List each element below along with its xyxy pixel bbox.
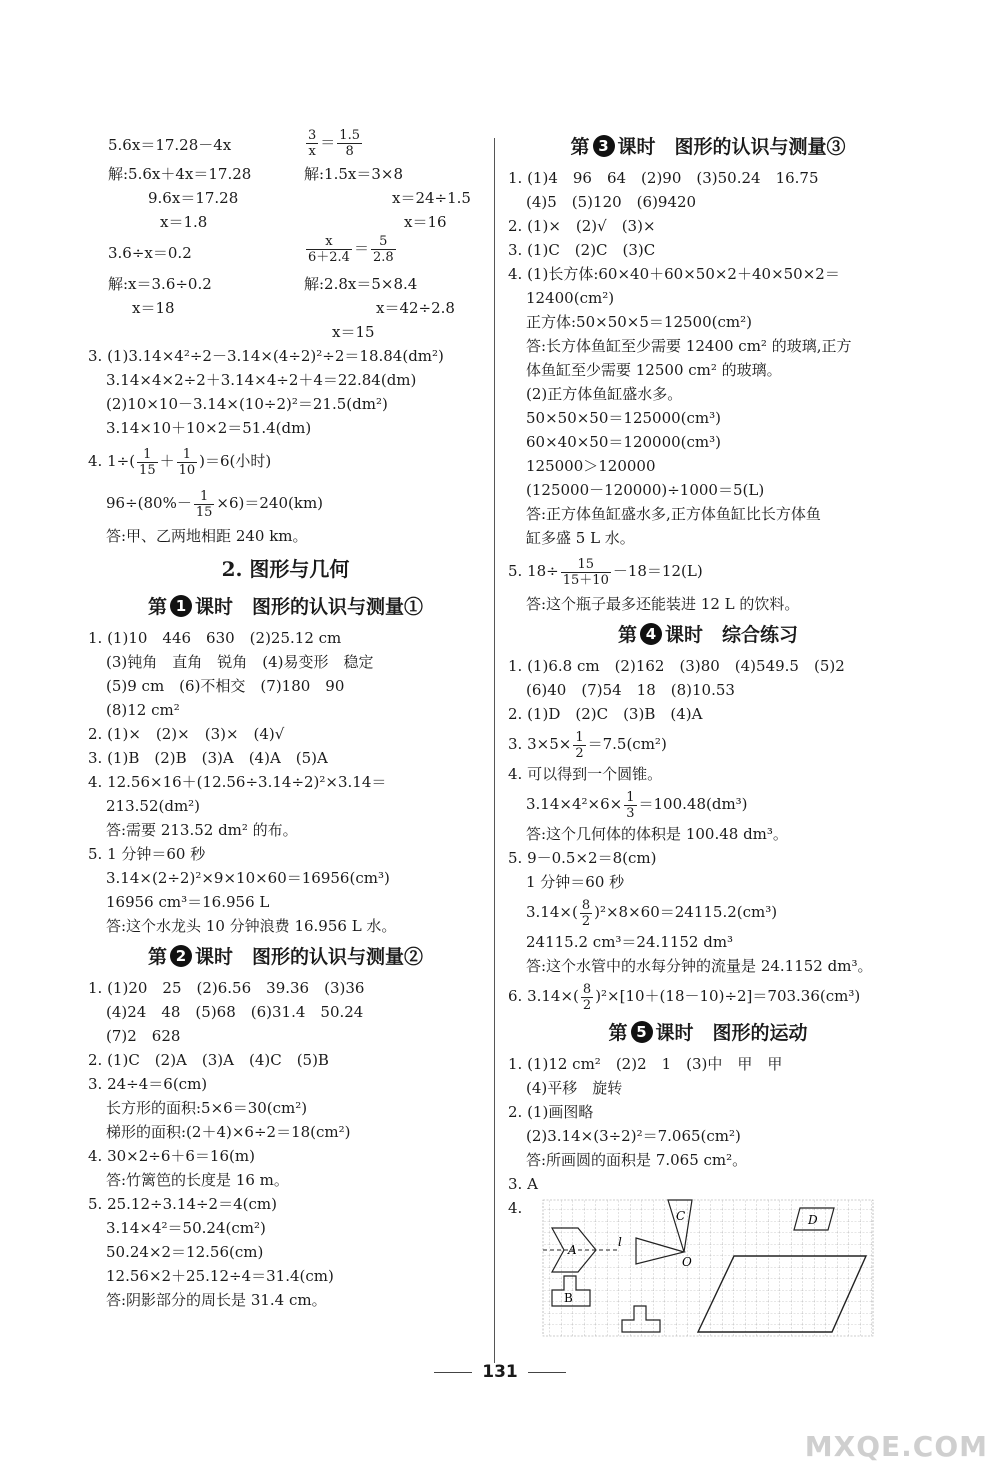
answer-line: (3)钝角 直角 锐角 (4)易变形 稳定 bbox=[106, 653, 374, 671]
lesson-number-badge: 3 bbox=[593, 135, 615, 157]
answer-line: 2. (1)画图略 bbox=[508, 1103, 594, 1121]
answer-line: 答:这个瓶子最多还能装进 12 L 的饮料。 bbox=[526, 595, 800, 613]
lesson-number-badge: 5 bbox=[631, 1021, 653, 1043]
equation-row bbox=[88, 128, 483, 162]
answer-line: (4)平移 旋转 bbox=[526, 1079, 623, 1097]
right-column bbox=[508, 128, 908, 1345]
answer-line: (4)5 (5)120 (6)9420 bbox=[526, 193, 697, 211]
lesson-title: 第 4 课时 综合练习 bbox=[617, 624, 799, 646]
equation: 解:5.6x＋4x＝17.28 bbox=[108, 165, 252, 183]
answer-line: 2. (1)× (2)√ (3)× bbox=[508, 217, 656, 235]
answer-line: 1 分钟＝60 秒 bbox=[526, 873, 625, 891]
answer-line: 3. 3×5× $\frac{1}{2}$ ＝7.5(cm²) bbox=[508, 729, 667, 761]
equation-row bbox=[88, 186, 483, 210]
answer-line: 答:所画圆的面积是 7.065 cm²。 bbox=[526, 1151, 748, 1169]
answer-line: 5. 9－0.5×2＝8(cm) bbox=[508, 849, 657, 867]
answer-line: (6)40 (7)54 18 (8)10.53 bbox=[526, 681, 735, 699]
equation: 解:1.5x＝3×8 bbox=[304, 165, 404, 183]
answer-line: 4. 30×2÷6＋6＝16(m) bbox=[88, 1147, 255, 1165]
label-l: l bbox=[618, 1235, 622, 1249]
equation: $\frac{3}{x}$ ＝ $\frac{1.5}{8}$ bbox=[308, 128, 360, 159]
answer-line: 3. (1)B (2)B (3)A (4)A (5)A bbox=[88, 749, 328, 767]
equation: 5.6x＝17.28－4x bbox=[108, 136, 232, 154]
watermark: MXQE.COM bbox=[804, 1430, 988, 1463]
answer-line: (7)2 628 bbox=[106, 1027, 181, 1045]
equation-row bbox=[88, 234, 483, 272]
answer-line: 梯形的面积:(2＋4)×6÷2＝18(cm²) bbox=[106, 1123, 351, 1141]
answer-line: 5. 25.12÷3.14÷2＝4(cm) bbox=[88, 1195, 277, 1213]
answer-line: 1. (1)6.8 cm (2)162 (3)80 (4)549.5 (5)2 bbox=[508, 657, 845, 675]
answer-line: 1. (1)10 446 630 (2)25.12 cm bbox=[88, 629, 342, 647]
answer-line: 50.24×2＝12.56(cm) bbox=[106, 1243, 264, 1261]
answer-line: 16956 cm³＝16.956 L bbox=[106, 893, 270, 911]
answer-line: 1. (1)4 96 64 (2)90 (3)50.24 16.75 bbox=[508, 169, 819, 187]
lesson-title: 第 2 课时 图形的认识与测量② bbox=[147, 946, 424, 968]
answer-line: 答:甲、乙两地相距 240 km。 bbox=[106, 527, 308, 545]
answer-line: 长方形的面积:5×6＝30(cm²) bbox=[106, 1099, 308, 1117]
answer-line: 5. 1 分钟＝60 秒 bbox=[88, 845, 206, 863]
answer-line: 24115.2 cm³＝24.1152 dm³ bbox=[526, 933, 734, 951]
page-number: 131 bbox=[0, 1362, 1000, 1382]
lesson-title: 第 5 课时 图形的运动 bbox=[608, 1022, 808, 1044]
answer-line: 2. (1)D (2)C (3)B (4)A bbox=[508, 705, 703, 723]
answer-line: 3. A bbox=[508, 1175, 538, 1193]
answer-line: 213.52(dm²) bbox=[106, 797, 201, 815]
answer-line: 4. 12.56×16＋(12.56÷3.14÷2)²×3.14＝ bbox=[88, 773, 387, 791]
answer-line: 4. bbox=[508, 1199, 523, 1217]
answer-line: 正方体:50×50×5＝12500(cm²) bbox=[526, 313, 752, 331]
equation: 解:x＝3.6÷0.2 bbox=[108, 275, 212, 293]
lesson-number-badge: 1 bbox=[170, 595, 192, 617]
equation: x＝1.8 bbox=[160, 213, 208, 231]
answer-line: (5)9 cm (6)不相交 (7)180 90 bbox=[106, 677, 345, 695]
answer-line: 4. 1÷( $\frac{1}{15}$ ＋ $\frac{1}{10}$ )＝6(小时) bbox=[88, 446, 272, 478]
answer-line: 答:这个水龙头 10 分钟浪费 16.956 L 水。 bbox=[106, 917, 397, 935]
lesson-number-badge: 2 bbox=[170, 945, 192, 967]
answer-line: 1. (1)20 25 (2)6.56 39.36 (3)36 bbox=[88, 979, 365, 997]
answer-line: 125000＞120000 bbox=[526, 457, 656, 475]
answer-line: (8)12 cm² bbox=[106, 701, 180, 719]
answer-line: 体鱼缸至少需要 12500 cm² 的玻璃。 bbox=[526, 361, 782, 379]
answer-line: 答:长方体鱼缸至少需要 12400 cm² 的玻璃,正方 bbox=[526, 337, 852, 355]
equation: $\frac{x}{6+2.4}$ ＝ $\frac{5}{2.8}$ bbox=[308, 234, 394, 265]
answer-line: 答:阴影部分的周长是 31.4 cm。 bbox=[106, 1291, 327, 1309]
answer-line: 6. 3.14×( $\frac{8}{2}$ )²×[10＋(18－10)÷2]＝703.36(cm³) bbox=[508, 981, 861, 1013]
lesson-title: 第 1 课时 图形的认识与测量① bbox=[147, 596, 424, 618]
answer-line: 50×50×50＝125000(cm³) bbox=[526, 409, 722, 427]
answer-line: (2)正方体鱼缸盛水多。 bbox=[526, 385, 683, 403]
answer-line: (125000－120000)÷1000＝5(L) bbox=[526, 481, 765, 499]
equation: x＝24÷1.5 bbox=[392, 189, 471, 207]
answer-line: 12.56×2＋25.12÷4＝31.4(cm) bbox=[106, 1267, 334, 1285]
answer-line: 3.14×( $\frac{8}{2}$ )²×8×60＝24115.2(cm³) bbox=[526, 897, 778, 929]
answer-line: (2)3.14×(3÷2)²＝7.065(cm²) bbox=[526, 1127, 741, 1145]
answer-line: 1. (1)12 cm² (2)2 1 (3)中 甲 甲 bbox=[508, 1055, 783, 1073]
label-c: C bbox=[676, 1209, 686, 1223]
answer-line: 答:这个水管中的水每分钟的流量是 24.1152 dm³。 bbox=[526, 957, 873, 975]
answer-line: 4. (1)长方体:60×40＋60×50×2＋40×50×2＝ bbox=[508, 265, 840, 283]
equation: 解:2.8x＝5×8.4 bbox=[304, 275, 418, 293]
answer-line: (2)10×10－3.14×(10÷2)²＝21.5(dm²) bbox=[106, 395, 388, 413]
equation-row bbox=[88, 296, 483, 320]
lesson-title: 第 3 课时 图形的认识与测量③ bbox=[570, 136, 846, 158]
label-b: B bbox=[564, 1291, 573, 1305]
answer-line: 3.14×(2÷2)²×9×10×60＝16956(cm³) bbox=[106, 869, 390, 887]
equation-row bbox=[88, 320, 483, 344]
equation-row bbox=[88, 210, 483, 234]
equation-row bbox=[88, 272, 483, 296]
answer-line: 3. (1)C (2)C (3)C bbox=[508, 241, 656, 259]
answer-line: 答:竹篱笆的长度是 16 m。 bbox=[106, 1171, 289, 1189]
answer-line: 3. 24÷4＝6(cm) bbox=[88, 1075, 208, 1093]
label-d: D bbox=[808, 1213, 818, 1227]
answer-line: 答:正方体鱼缸盛水多,正方体鱼缸比长方体鱼 bbox=[526, 505, 821, 523]
answer-line: 缸多盛 5 L 水。 bbox=[526, 529, 635, 547]
column-divider bbox=[494, 138, 495, 1363]
answer-line: 3.14×10＋10×2＝51.4(dm) bbox=[106, 419, 312, 437]
answer-line: 3. (1)3.14×4²÷2－3.14×(4÷2)²÷2＝18.84(dm²) bbox=[88, 347, 444, 365]
label-o: O bbox=[682, 1255, 692, 1269]
answer-line: 3.14×4²×6× $\frac{1}{3}$ ＝100.48(dm³) bbox=[526, 789, 748, 821]
lesson-number-badge: 4 bbox=[640, 623, 662, 645]
answer-line: 3.14×4²＝50.24(cm²) bbox=[106, 1219, 266, 1237]
equation: x＝16 bbox=[404, 213, 447, 231]
answer-line: (4)24 48 (5)68 (6)31.4 50.24 bbox=[106, 1003, 364, 1021]
equation-row bbox=[88, 162, 483, 186]
equation: 9.6x＝17.28 bbox=[148, 189, 239, 207]
answer-line: 2. (1)C (2)A (3)A (4)C (5)B bbox=[88, 1051, 329, 1069]
answer-line: 3.14×4×2÷2＋3.14×4÷2＋4＝22.84(dm) bbox=[106, 371, 417, 389]
label-a: A bbox=[568, 1243, 577, 1257]
equation: x＝18 bbox=[132, 299, 175, 317]
answer-line: 12400(cm²) bbox=[526, 289, 615, 307]
answer-line: 60×40×50＝120000(cm³) bbox=[526, 433, 722, 451]
equation: 3.6÷x＝0.2 bbox=[108, 244, 192, 262]
answer-line: 答:需要 213.52 dm² 的布。 bbox=[106, 821, 298, 839]
answer-line: 96÷(80%－ $\frac{1}{15}$ ×6)＝240(km) bbox=[106, 488, 324, 520]
answer-line: 4. 可以得到一个圆锥。 bbox=[508, 765, 663, 783]
equation: x＝42÷2.8 bbox=[376, 299, 455, 317]
answer-line: 5. 18÷ $\frac{15}{15+10}$ －18＝12(L) bbox=[508, 556, 703, 588]
section-title: 2. 图形与几何 bbox=[221, 557, 350, 581]
transformation-grid-figure bbox=[538, 1198, 878, 1338]
answer-line: 答:这个几何体的体积是 100.48 dm³。 bbox=[526, 825, 788, 843]
answer-line: 2. (1)× (2)× (3)× (4)√ bbox=[88, 725, 285, 743]
left-column bbox=[88, 128, 483, 1312]
equation: x＝15 bbox=[332, 323, 375, 341]
